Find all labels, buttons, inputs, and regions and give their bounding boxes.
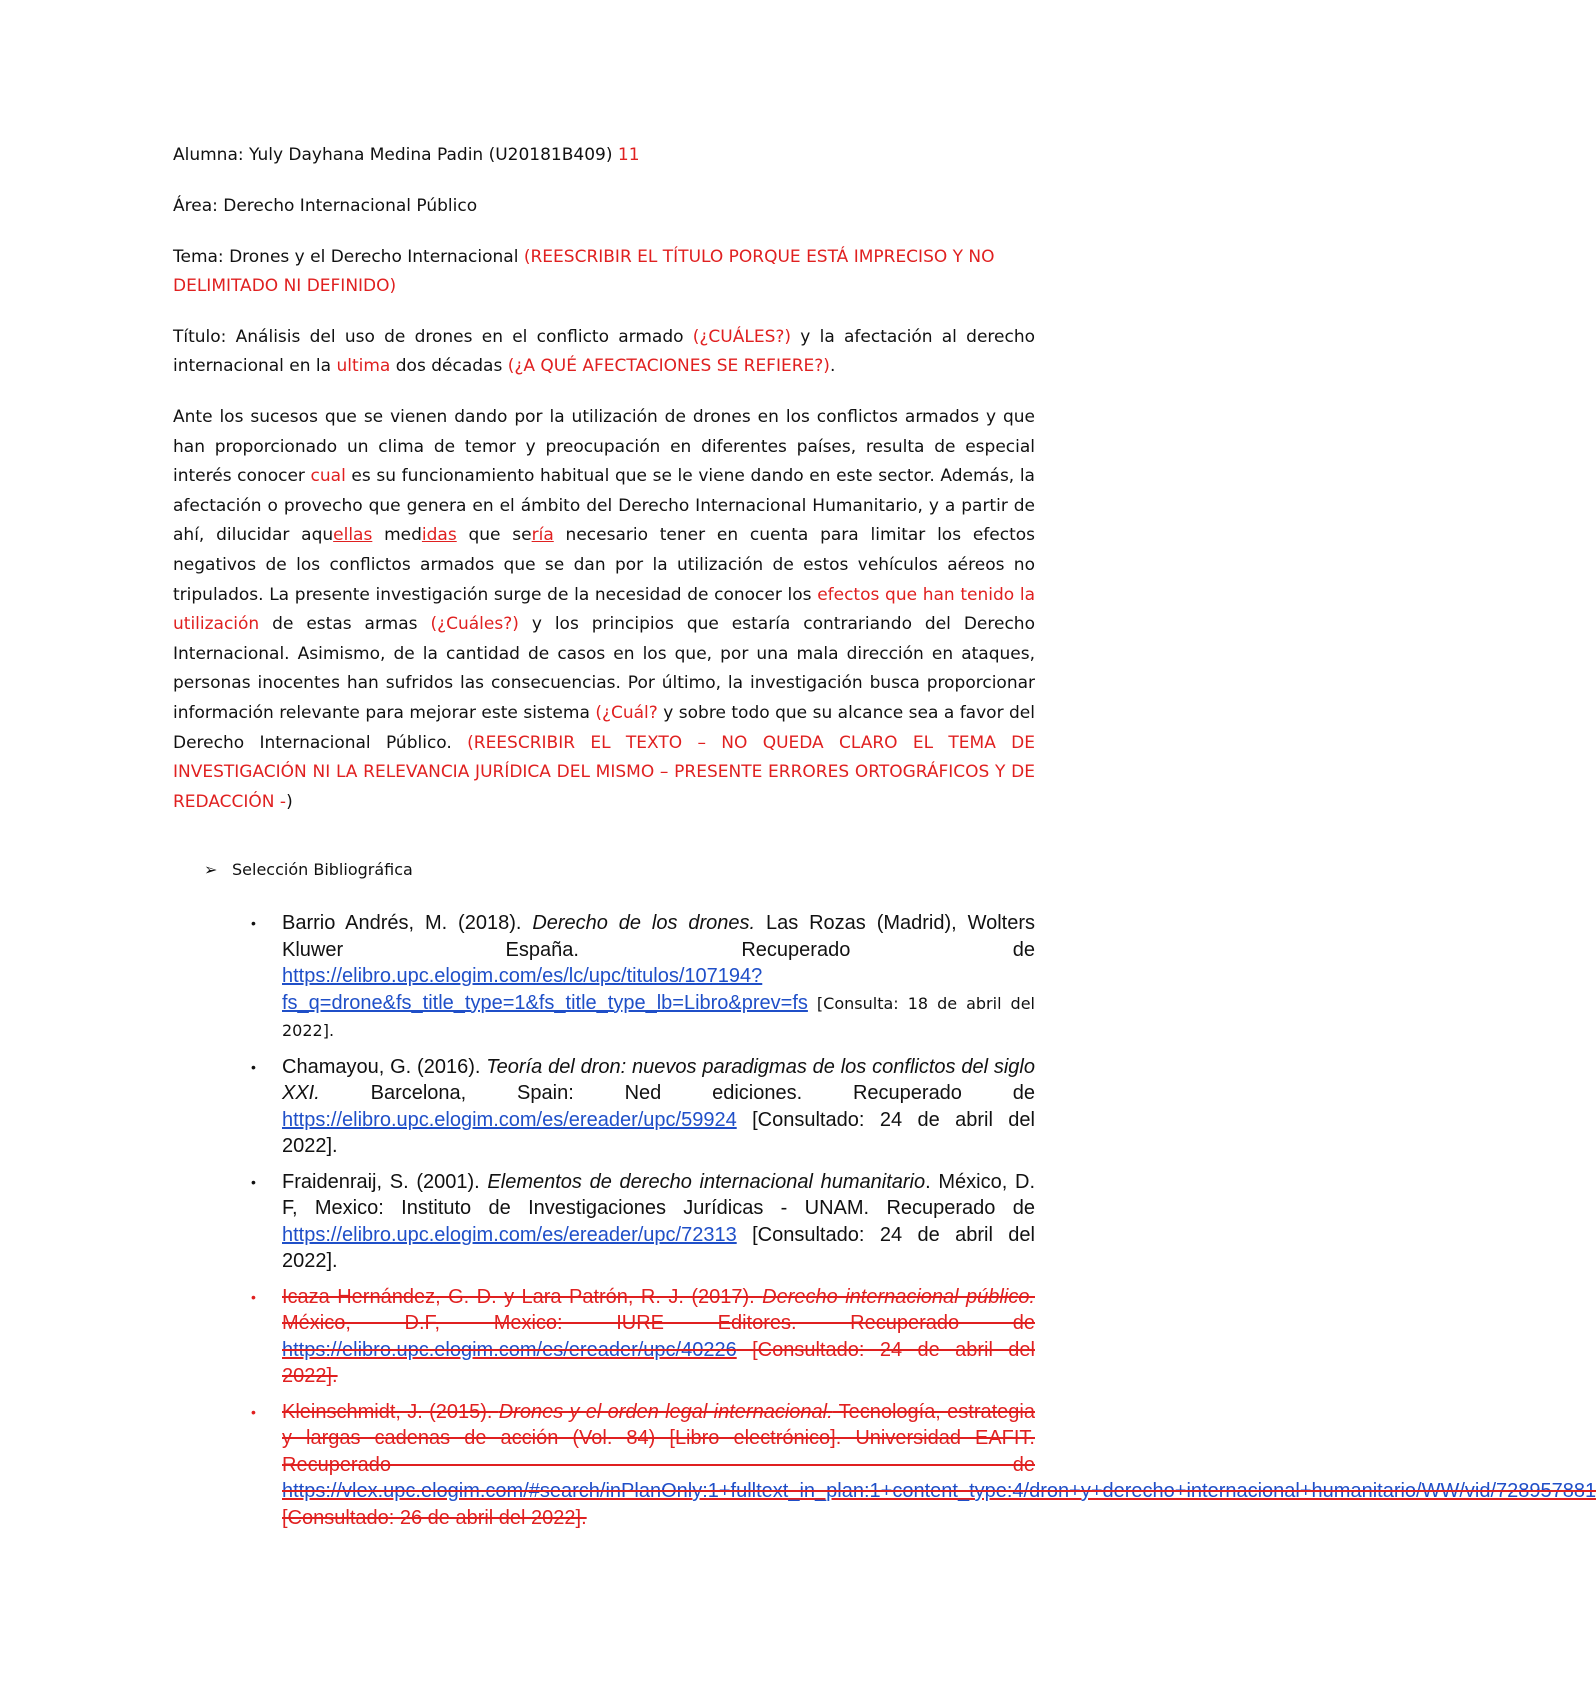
- bibliography-item: [253, 910, 1035, 1045]
- body-text: necesario tener en cuenta para limitar los efectos negativos de los conflictos armados que se dan por la utilización de estos vehículos aéreos no tripulados. La presente investigación surge de la necesidad de conocer los: [173, 525, 1036, 605]
- body-text: es su funcionamiento habitual que se le viene dando en este sector. Además, la afectación o provecho que genera en el ámbito del Derecho Internacional Humanitario, y a partir de ahí, dilucidar aqu: [173, 466, 1035, 546]
- bibliography-item: [253, 1169, 1035, 1275]
- titulo-text-c: dos décadas: [390, 356, 508, 376]
- bib-title: Drones y el orden legal internacional.: [498, 1400, 833, 1423]
- bib-title: Derecho de los drones.: [532, 912, 756, 934]
- body-text: y los principios que estaría contrariando del Derecho Internacional. Asimismo, de la cantidad de casos en los que, por una mala dirección en ataques, personas inocentes han sufridos las consecuencias. Por último, la investigación busca proporcionar información relevante para mejorar este sistema: [173, 614, 1035, 723]
- bibliography-heading: [204, 857, 413, 883]
- titulo-word-ultima: ultima: [336, 356, 391, 376]
- titulo-line: [173, 323, 1035, 381]
- bib-link[interactable]: https://elibro.upc.elogim.com/es/ereader/upc/59924: [282, 1108, 737, 1131]
- bib-author: Chamayou, G. (2016).: [282, 1055, 487, 1078]
- titulo-comment-afectaciones: (¿A QUÉ AFECTACIONES SE REFIERE?): [507, 356, 830, 376]
- bib-consulted: [Consultado: 26 de abril del 2022].: [282, 1506, 587, 1529]
- bullet-icon: •: [251, 1288, 256, 1305]
- bibliography-title: Selección Bibliográfica: [232, 860, 413, 879]
- body-paragraph: [173, 403, 1035, 817]
- bib-consulted: [Consultado: 24 de abril del 2022].: [282, 1223, 1035, 1272]
- body-text: med: [372, 525, 422, 546]
- marked-word-cual: cual: [310, 466, 346, 487]
- body-text: Ante los sucesos que se vienen dando por la utilización de drones en los conflictos armados y que han proporcionado un clima de temor y preocupación en diferentes países, resulta de especial interés conocer: [173, 407, 1035, 487]
- marked-word-ria: ría: [531, 525, 554, 546]
- bib-consulted: [Consultado: 24 de abril del 2022].: [282, 1338, 1035, 1387]
- arrow-bullet-icon: ➢: [204, 860, 218, 879]
- bib-publisher: Las Rozas (Madrid), Wolters Kluwer España. Recuperado de: [282, 912, 1036, 961]
- bib-title: Teoría del dron: nuevos paradigmas de los conflictos del siglo XXI.: [282, 1055, 1035, 1104]
- tema-text: Tema: Drones y el Derecho Internacional: [173, 247, 524, 267]
- bib-author: Barrio Andrés, M. (2018).: [282, 912, 533, 934]
- student-label: Alumna: Yuly Dayhana Medina Padin (U20181B409): [173, 145, 613, 165]
- student-line: [173, 141, 1035, 170]
- comment-rewrite: (REESCRIBIR EL TEXTO – NO QUEDA CLARO EL TEMA DE INVESTIGACIÓN NI LA RELEVANCIA JURÍDICA DEL MISMO – PRESENTE ERRORES ORTOGRÁFICOS Y DE REDACCIÓN -: [173, 732, 1035, 812]
- comment-cual: (¿Cuál?: [595, 702, 658, 723]
- bib-publisher: . México, D. F, Mexico: Instituto de Investigaciones Jurídicas - UNAM. Recuperado de: [282, 1170, 1036, 1219]
- bibliography-item: [253, 1054, 1035, 1160]
- grade-mark: 11: [612, 145, 640, 165]
- bib-publisher: Tecnología, estrategia y largas cadenas de acción (Vol. 84) [Libro electrónico]. Universidad EAFIT. Recuperado de: [282, 1400, 1035, 1476]
- bibliography-item-struck: [253, 1284, 1035, 1390]
- bibliography-item-struck: [251, 1399, 1596, 1532]
- titulo-text-b: y la afectación al derecho internacional en la: [173, 327, 1035, 376]
- marked-word-ellas: ellas: [333, 525, 373, 546]
- bib-author: Fraidenraij, S. (2001).: [282, 1170, 488, 1193]
- document-content: [173, 141, 1035, 817]
- bib-title: Derecho internacional público.: [762, 1285, 1035, 1308]
- area-line: Área: Derecho Internacional Público: [173, 196, 478, 216]
- marked-phrase-efectos: efectos que han tenido la utilización: [173, 584, 1036, 635]
- comment-cuales: (¿Cuáles?): [430, 614, 519, 635]
- bib-publisher: Barcelona, Spain: Ned ediciones. Recuperado de: [319, 1082, 1035, 1104]
- titulo-comment-cuales: (¿CUÁLES?): [692, 327, 792, 347]
- bullet-icon: •: [251, 915, 256, 931]
- body-text: y sobre todo que su alcance sea a favor del Derecho Internacional Público.: [173, 702, 1035, 753]
- tema-line: [173, 243, 1035, 301]
- body-text: de estas armas: [259, 614, 431, 635]
- bullet-icon: •: [251, 1403, 256, 1420]
- body-text: que se: [456, 525, 532, 546]
- bib-link[interactable]: https://elibro.upc.elogim.com/es/ereader/upc/72313: [282, 1223, 737, 1246]
- bib-author: Kleinschmidt, J. (2015).: [282, 1400, 499, 1423]
- marked-word-idas: idas: [421, 525, 457, 546]
- body-text: ): [286, 791, 293, 812]
- tema-comment: (REESCRIBIR EL TÍTULO PORQUE ESTÁ IMPRECISO Y NO DELIMITADO NI DEFINIDO): [173, 247, 995, 296]
- bib-publisher: México, D.F, Mexico: IURE Editores. Recuperado de: [282, 1312, 1035, 1334]
- bib-author: Icaza Hernández, G. D. y Lara Patrón, R. J. (2017).: [282, 1285, 763, 1308]
- titulo-end: .: [829, 356, 836, 376]
- bullet-icon: •: [251, 1058, 256, 1075]
- bibliography-list: [251, 910, 1596, 1540]
- bullet-icon: •: [251, 1173, 256, 1190]
- titulo-text-a: Título: Análisis del uso de drones en el conflicto armado: [173, 327, 693, 347]
- bib-title: Elementos de derecho internacional humanitario: [487, 1170, 926, 1193]
- bib-consulted: [Consultado: 24 de abril del 2022].: [282, 1108, 1035, 1157]
- bib-link[interactable]: https://elibro.upc.elogim.com/es/ereader/upc/40226: [282, 1338, 737, 1361]
- bib-link[interactable]: https://elibro.upc.elogim.com/es/lc/upc/titulos/107194?fs_q=drone&fs_title_type=1&fs_title_type_lb=Libro&prev=fs: [282, 965, 808, 1014]
- bib-link[interactable]: https://vlex.upc.elogim.com/#search/inPlanOnly:1+fulltext_in_plan:1+content_type:4/dron+y+derecho+internacional+humanitario/WW/vid/728957881: [282, 1480, 1596, 1502]
- bib-consulted: [Consulta: 18 de abril del 2022].: [282, 993, 1035, 1040]
